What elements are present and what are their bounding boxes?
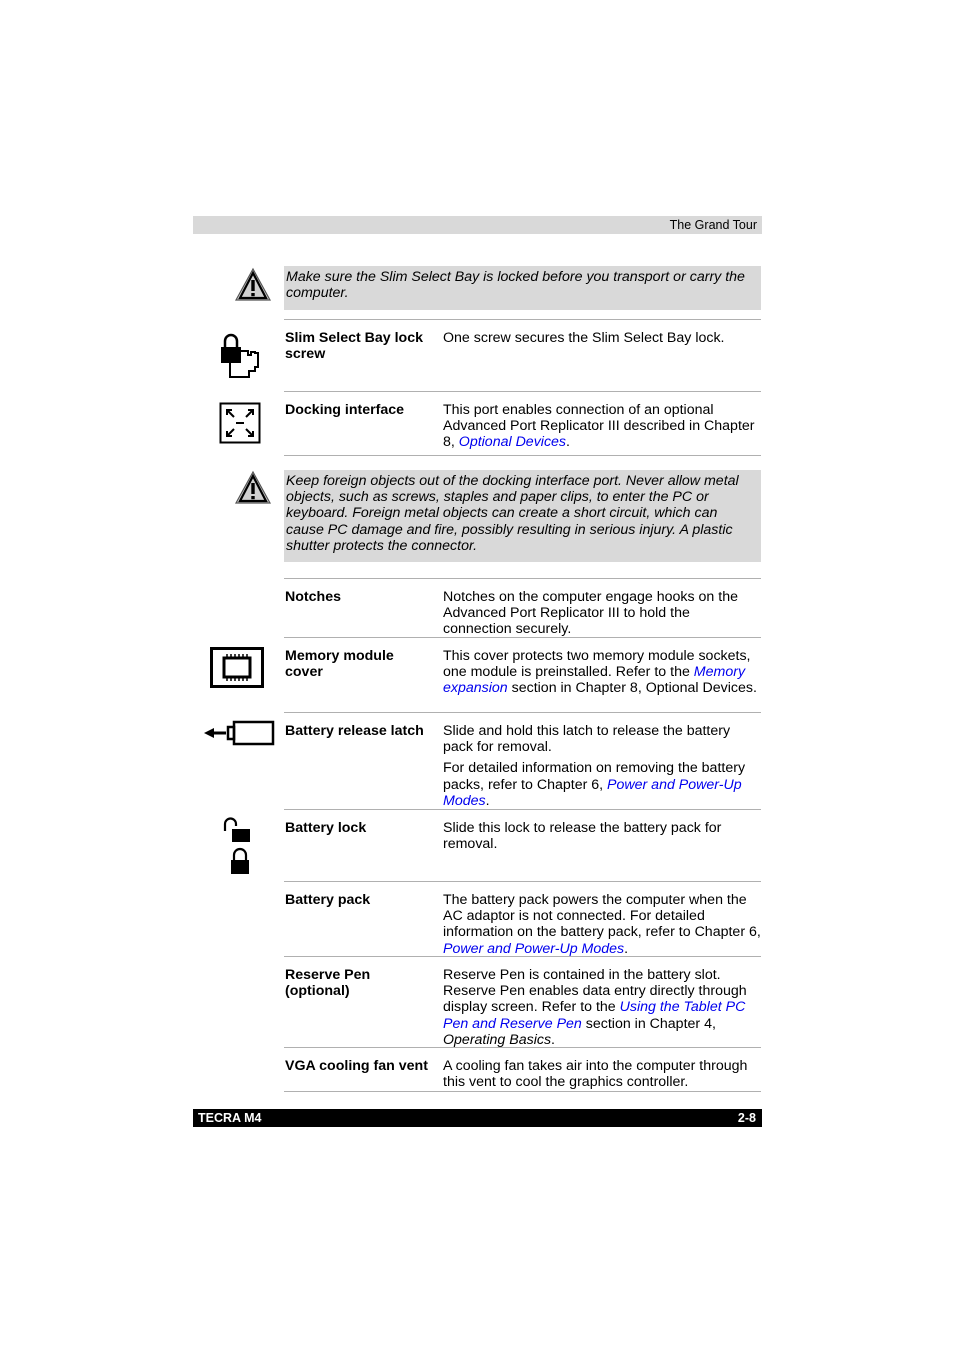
- section-title: The Grand Tour: [669, 218, 757, 232]
- row-term: Battery pack: [285, 892, 371, 908]
- row-term: Memory module cover: [285, 648, 394, 681]
- desc-text: The battery pack powers the computer when the AC adaptor is not connected. For detailed information on the battery pack, refer to Chapter 6,: [443, 892, 761, 941]
- table-row: [284, 956, 761, 1048]
- desc-text: .: [566, 434, 570, 451]
- warning-icon: [234, 267, 272, 303]
- desc-text: For detailed information on removing the battery packs, refer to Chapter 6,: [443, 760, 746, 793]
- row-desc: [443, 892, 761, 957]
- desc-italic: Operating Basics: [443, 1031, 552, 1048]
- desc-text: Reserve Pen is contained in the battery slot. Reserve Pen enables data entry directly through display screen. Refer to the: [443, 967, 747, 1016]
- desc-text: .: [624, 940, 629, 957]
- warning-icon: [234, 470, 272, 506]
- caution-note-text: Keep foreign objects out of the docking interface port. Never allow metal objects, such as screws, staples and paper clips, to enter the PC or keyboard. Foreign metal objects can create a short circuit, which can cause PC damage and fire, possibly resulting in serious injury. A plastic shutter protects the connector.: [286, 473, 739, 554]
- memory-module-icon: [210, 647, 264, 688]
- desc-text: Slide and hold this latch to release the battery pack for removal.: [443, 723, 731, 756]
- link-power-modes[interactable]: Power and Power-Up Modes: [443, 940, 625, 957]
- row-desc: [443, 648, 761, 697]
- table-row: [284, 1047, 761, 1092]
- desc-text: This cover protects two memory module sockets, one module is preinstalled. Refer to the: [443, 648, 751, 681]
- row-desc: [443, 402, 761, 451]
- row-term: Reserve Pen (optional): [285, 967, 371, 1000]
- desc-text: .: [551, 1031, 555, 1048]
- link-tablet-pen[interactable]: Using the Tablet PC Pen and Reserve Pen: [443, 999, 746, 1032]
- desc-text: This port enables connection of an optional Advanced Port Replicator III described in Chapter 8,: [443, 402, 755, 451]
- row-term: Notches: [285, 589, 341, 605]
- row-term: Slim Select Bay lock screw: [285, 330, 424, 363]
- row-desc: One screw secures the Slim Select Bay lock.: [443, 330, 725, 346]
- link-optional-devices[interactable]: Optional Devices: [458, 434, 567, 451]
- row-term: VGA cooling fan vent: [285, 1058, 428, 1074]
- page-number: 2-8: [737, 1111, 756, 1125]
- link-power-modes[interactable]: Power and Power-Up Modes: [443, 776, 742, 809]
- caution-note-text: Make sure the Slim Select Bay is locked before you transport or carry the computer.: [286, 269, 745, 302]
- table-row: [284, 319, 761, 392]
- desc-text: .: [485, 792, 490, 809]
- row-term: Battery lock: [285, 820, 367, 836]
- row-term: Battery release latch: [285, 723, 424, 739]
- lock-screw-icon: [218, 333, 262, 379]
- row-desc: [443, 967, 761, 1048]
- running-footer: [193, 1109, 762, 1127]
- desc-text: section in Chapter 4,: [581, 1015, 716, 1032]
- row-desc: A cooling fan takes air into the computer through this vent to cool the graphics controller.: [443, 1058, 748, 1091]
- table-row: [284, 809, 761, 882]
- row-desc: [443, 723, 761, 814]
- caution-note: [284, 470, 761, 562]
- table-row: [284, 578, 761, 638]
- row-term: Docking interface: [285, 402, 405, 418]
- docking-icon: [219, 402, 261, 444]
- row-desc: Slide this lock to release the battery pack for removal.: [443, 820, 722, 853]
- product-name: TECRA M4: [198, 1111, 262, 1125]
- rule: [284, 455, 761, 456]
- table-row: [284, 881, 761, 957]
- caution-note: [284, 266, 761, 310]
- link-memory-expansion[interactable]: Memory expansion: [443, 664, 746, 697]
- running-header: [193, 216, 762, 234]
- battery-release-icon: [202, 720, 276, 746]
- battery-lock-icon: [220, 817, 254, 875]
- table-row: [284, 712, 761, 810]
- rule: [284, 1091, 761, 1092]
- table-row: [284, 391, 761, 456]
- table-row: [284, 637, 761, 713]
- row-desc: Notches on the computer engage hooks on the Advanced Port Replicator III to hold the connection securely.: [443, 589, 738, 638]
- desc-text: section in Chapter 8, Optional Devices.: [507, 680, 757, 697]
